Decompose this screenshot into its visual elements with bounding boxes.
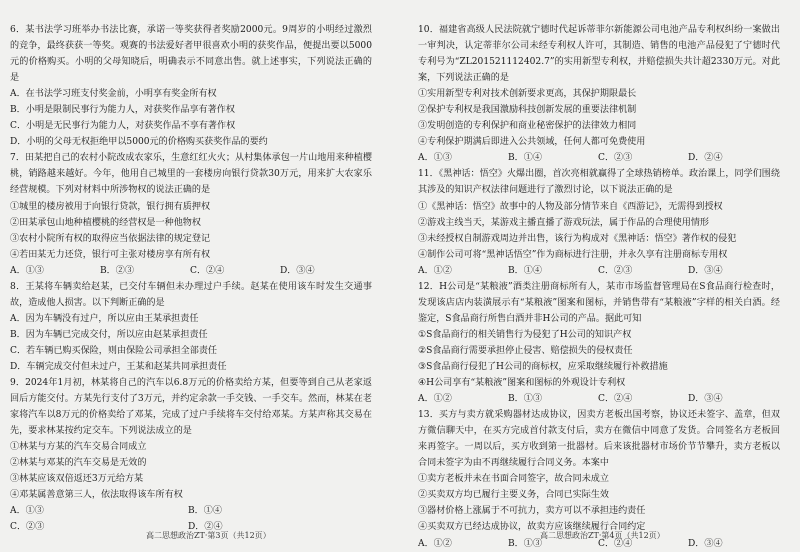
question-11-choices bbox=[418, 263, 780, 279]
question-11-statement-3: ③未经授权自制游戏周边并出售，该行为构成对《黑神话：悟空》著作权的侵犯 bbox=[418, 233, 737, 244]
question-12-statement-4: ④H公司享有“某粮液”图案和图标的外观设计专利权 bbox=[418, 378, 626, 389]
question-11-choice-d: D．③④ bbox=[688, 265, 723, 276]
question-7-statement-3: ③农村小院所有权的取得应当依据法律的规定登记 bbox=[10, 233, 211, 244]
question-8-stem: 8．王某将车辆卖给赵某，已交付车辆但未办理过户手续。赵某在使用该车时发生交通事故，造成他人损害。以下判断正确的是 bbox=[10, 281, 372, 308]
question-11-choice-c: C．②③ bbox=[598, 265, 633, 276]
question-13-statement-2: ②买卖双方均已履行主要义务，合同已实际生效 bbox=[418, 490, 609, 501]
left-column bbox=[10, 22, 372, 533]
question-9-statement-3: ③林某应该双倍返还3万元给方某 bbox=[10, 474, 144, 485]
question-7-statement-2: ②田某承包山地种植樱桃的经营权是一种他物权 bbox=[10, 217, 201, 228]
question-11-choice-a: A．①② bbox=[418, 265, 452, 276]
question-6 bbox=[10, 22, 372, 150]
question-10-choice-c: C．②③ bbox=[598, 153, 633, 164]
question-8-option-c: C．若车辆已购买保险，则由保险公司承担全部责任 bbox=[10, 345, 218, 356]
question-9-statement-2: ②林某与邓某的汽车交易是无效的 bbox=[10, 458, 147, 469]
question-10-statement-2: ②保护专利权是我国激励科技创新发展的重要法律机制 bbox=[418, 105, 637, 116]
question-12-choice-b: B．①③ bbox=[508, 394, 542, 405]
question-7-choice-a: A．①③ bbox=[10, 265, 44, 276]
question-10-choice-a: A．①③ bbox=[418, 153, 452, 164]
question-12-choice-c: C．②④ bbox=[598, 394, 633, 405]
question-10-statement-3: ③发明创造的专利保护和商业秘密保护的法律效力相同 bbox=[418, 121, 637, 132]
question-11-statement-4: ④制作公司可将“黑神话悟空”作为商标进行注册，并永久享有注册商标专用权 bbox=[418, 249, 728, 260]
question-9-statement-1: ①林某与方某的汽车交易合同成立 bbox=[10, 442, 147, 453]
question-6-option-d: D．小明的父母无权拒绝甲以5000元的价格购买获奖作品的要约 bbox=[10, 137, 268, 148]
question-11 bbox=[418, 166, 780, 278]
question-6-option-a: A．在书法学习班支付奖金前，小明享有奖金所有权 bbox=[10, 89, 217, 100]
question-6-option-c: C．小明是无民事行为能力人，对获奖作品不享有著作权 bbox=[10, 121, 236, 132]
question-10-statement-4: ④专利保护期满后即进入公共领域，任何人都可免费使用 bbox=[418, 137, 646, 148]
question-8-option-d: D．车辆完成交付但未过户，王某和赵某共同承担责任 bbox=[10, 361, 227, 372]
question-12-statement-2: ②S食品商行需要承担停止侵害、赔偿损失的侵权责任 bbox=[418, 345, 633, 356]
question-7-stem: 7．田某把自己的农村小院改成农家乐，生意红红火火；从村集体承包一片山地用来种植樱桃，销路越来越好。今年，他用自己城里的一套楼房向银行贷款30万元，用来扩大农家乐经营规模。下列对材料中所涉物权的说法正确的是 bbox=[10, 153, 372, 196]
question-11-statement-2: ②游戏主线当天，某游戏主播直播了游戏玩法，属于作品的合理使用情形 bbox=[418, 217, 710, 228]
question-10-statement-1: ①实用新型专利对技术创新要求更高，其保护期限最长 bbox=[418, 89, 637, 100]
question-13-choice-a: A．①② bbox=[418, 538, 452, 549]
question-9 bbox=[10, 375, 372, 535]
question-7-choice-d: D．③④ bbox=[280, 265, 315, 276]
question-7-choices bbox=[10, 263, 372, 279]
question-12-statement-3: ③S食品商行侵犯了H公司的商标权，应采取继续履行补救措施 bbox=[418, 361, 668, 372]
question-7 bbox=[10, 150, 372, 278]
question-11-stem: 11．《黑神话：悟空》火爆出圈，首次亮相就赢得了全球热销榜单。政治课上，同学们围绕其涉及的知识产权法律问题进行了激烈讨论，以下说法正确的是 bbox=[418, 169, 780, 196]
question-12-statement-1: ①S食品商行的相关销售行为侵犯了H公司的知识产权 bbox=[418, 329, 632, 340]
question-7-choice-b: B．②③ bbox=[100, 265, 134, 276]
question-7-statement-1: ①城里的楼房被用于向银行贷款，银行拥有质押权 bbox=[10, 201, 211, 212]
question-13-statement-3: ③器材价格上涨属于不可抗力，卖方可以不承担违约责任 bbox=[418, 506, 646, 517]
question-13-choice-c: C．②④ bbox=[598, 538, 633, 549]
question-13-choice-d: D．③④ bbox=[688, 538, 723, 549]
question-10-choice-d: D．②④ bbox=[688, 153, 723, 164]
question-12-stem: 12．H公司是“某粮液”酒类注册商标所有人，某市市场监督管理局在S食品商行检查时，发现该店店内装潢展示有“某粮液”图案和图标，并销售带有“某粮液”字样的相关白酒。经鉴定，S食品商行所售白酒并非H公司的产品。据此可知 bbox=[418, 281, 780, 324]
question-13-statement-4: ④买卖双方已经达成协议，故卖方应该继续履行合同约定 bbox=[418, 522, 646, 533]
question-12-choice-d: D．③④ bbox=[688, 394, 723, 405]
question-12-choice-a: A．①② bbox=[418, 394, 452, 405]
question-10-choices bbox=[418, 150, 780, 166]
page-footer-right: 高二思想政治ZT·第4页（共12页） bbox=[540, 531, 665, 540]
question-10 bbox=[418, 22, 780, 166]
question-10-choice-b: B．①④ bbox=[508, 153, 542, 164]
question-9-choices-row-1 bbox=[10, 503, 372, 519]
question-8-option-a: A．因为车辆没有过户，所以应由王某承担责任 bbox=[10, 313, 199, 324]
question-11-choice-b: B．①④ bbox=[508, 265, 542, 276]
question-12-choices bbox=[418, 391, 780, 407]
question-13-stem: 13．买方与卖方就采购器材达成协议，因卖方老板出国考察，协议还未签字、盖章，但双方微信聊天中，在买方完成首付款支付后，卖方在微信中同意了发货。合同签名方老板回来再签字。一周以后，买方收到第一批器材。后来该批器材市场价节节攀升，卖方老板以合同未签字为由不再继续履行合同义务。本案中 bbox=[418, 410, 780, 469]
question-7-choice-c: C．②④ bbox=[190, 265, 225, 276]
question-9-choice-b: B．①④ bbox=[188, 506, 222, 517]
question-13-statement-1: ①卖方老板并未在书面合同签字，故合同未成立 bbox=[418, 474, 609, 485]
question-11-statement-1: ①《黑神话：悟空》故事中的人物及部分情节来自《西游记》，无需得到授权 bbox=[418, 201, 723, 212]
question-10-stem: 10．福建省高级人民法院就宁德时代起诉蒂菲尔新能源公司电池产品专利权纠纷一案做出一审判决，认定蒂菲尔公司未经专利权人许可，其制造、销售的电池产品侵犯了宁德时代专利号为“ZL201521112402.7”的实用新型专利权，并赔偿损失共计超2330万元。对此案，下列说法正确的是 bbox=[418, 25, 780, 84]
question-6-option-b: B．小明是限制民事行为能力人，对获奖作品享有著作权 bbox=[10, 105, 235, 116]
question-9-statement-4: ④邓某属善意第三人，依法取得该车所有权 bbox=[10, 490, 183, 501]
question-8-option-b: B．因为车辆已完成交付，所以应由赵某承担责任 bbox=[10, 329, 208, 340]
question-9-choice-d: D．②④ bbox=[188, 522, 223, 533]
question-7-statement-4: ④若田某无力还贷，银行可主张对楼房享有所有权 bbox=[10, 249, 211, 260]
question-13-choice-b: B．①③ bbox=[508, 538, 542, 549]
question-8 bbox=[10, 279, 372, 375]
page-footer-left: 高二思想政治ZT·第3页（共12页） bbox=[146, 531, 271, 540]
question-6-stem: 6．某书法学习班举办书法比赛，承诺一等奖获得者奖励2000元。9周岁的小明经过激烈的竞争，最终获获一等奖。观赛的书法爱好者甲很喜欢小明的获奖作品，便提出要以5000元的价格购买。小明的父母知晓后，明确表示不同意出售。就上述事实，下列说法正确的是 bbox=[10, 25, 372, 84]
question-12 bbox=[418, 279, 780, 407]
question-9-choice-c: C．②③ bbox=[10, 522, 45, 533]
question-9-choice-a: A．①③ bbox=[10, 506, 44, 517]
question-9-stem: 9．2024年1月初，林某将自己的汽车以6.8万元的价格卖给方某，但要等到自己从老家返回后方能交付。方某先行支付了3万元，并约定余款一手交钱、一手交车。然而，林某在老家将汽车以8万元的价格卖给了邓某，完成了过户手续将车交付给邓某。方某声称其交易在先，要求林某按约定交车。下列说法成立的是 bbox=[10, 378, 372, 437]
